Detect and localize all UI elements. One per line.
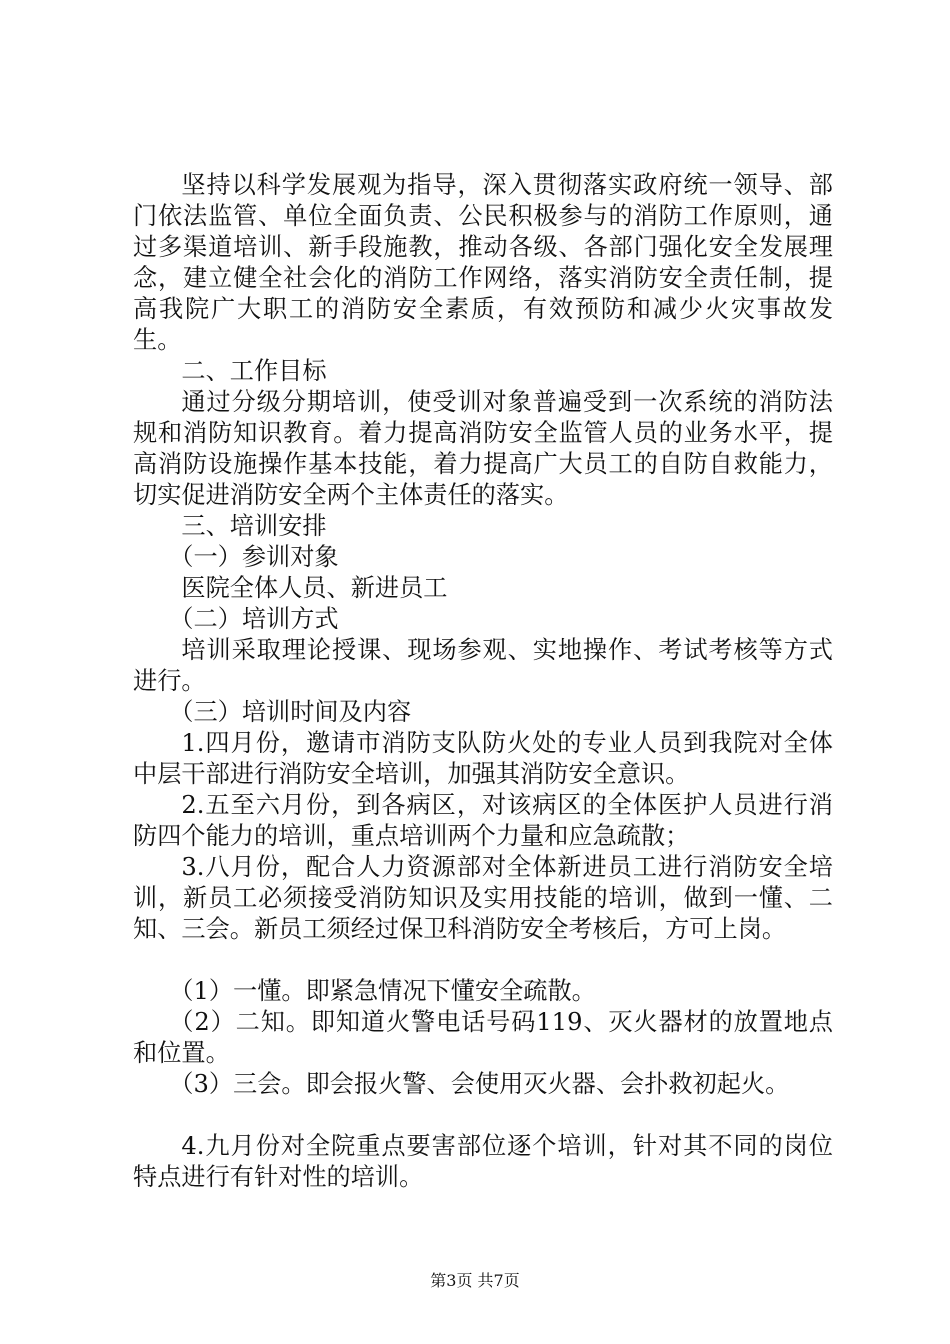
page-number-label: 第3页 共7页: [430, 1271, 520, 1290]
list-item-may-june: 2.五至六月份，到各病区，对该病区的全体医护人员进行消防四个能力的培训，重点培训两个力量和应急疏散；: [133, 791, 833, 850]
subheading-participants: （一）参训对象: [169, 543, 339, 571]
page-footer: [0, 1271, 950, 1291]
sub-item-can: （3）三会。即会报火警、会使用灭火器、会扑救初起火。: [169, 1070, 790, 1098]
heading-work-goals: 二、工作目标: [181, 357, 327, 385]
paragraph-principles: 坚持以科学发展观为指导，深入贯彻落实政府统一领导、部门依法监管、单位全面负责、公民积极参与的消防工作原则，通过多渠道培训、新手段施教，推动各级、各部门强化安全发展理念，建立健全社会化的消防工作网络，落实消防安全责任制，提高我院广大职工的消防安全素质，有效预防和减少火灾事故发生。: [133, 171, 833, 354]
document-body: [133, 170, 833, 1193]
subheading-training-method: （二）培训方式: [169, 605, 339, 633]
list-item-april: 1.四月份，邀请市消防支队防火处的专业人员到我院对全体中层干部进行消防安全培训，加强其消防安全意识。: [133, 729, 833, 788]
heading-training-arrangement: 三、培训安排: [181, 512, 327, 540]
paragraph-participants: 医院全体人员、新进员工: [181, 574, 448, 602]
paragraph-training-method: 培训采取理论授课、现场参观、实地操作、考试考核等方式进行。: [133, 636, 833, 695]
list-item-august: 3.八月份，配合人力资源部对全体新进员工进行消防安全培训，新员工必须接受消防知识及实用技能的培训，做到一懂、二知、三会。新员工须经过保卫科消防安全考核后，方可上岗。: [133, 853, 833, 943]
list-item-september: 4.九月份对全院重点要害部位逐个培训，针对其不同的岗位特点进行有针对性的培训。: [133, 1132, 833, 1191]
sub-item-understand: （1）一懂。即紧急情况下懂安全疏散。: [169, 977, 596, 1005]
sub-item-know: （2）二知。即知道火警电话号码119、灭火器材的放置地点和位置。: [133, 1008, 833, 1067]
subheading-time-content: （三）培训时间及内容: [169, 698, 412, 726]
paragraph-goals: 通过分级分期培训，使受训对象普遍受到一次系统的消防法规和消防知识教育。着力提高消防安全监管人员的业务水平，提高消防设施操作基本技能，着力提高广大员工的自防自救能力，切实促进消防安全两个主体责任的落实。: [133, 388, 833, 509]
